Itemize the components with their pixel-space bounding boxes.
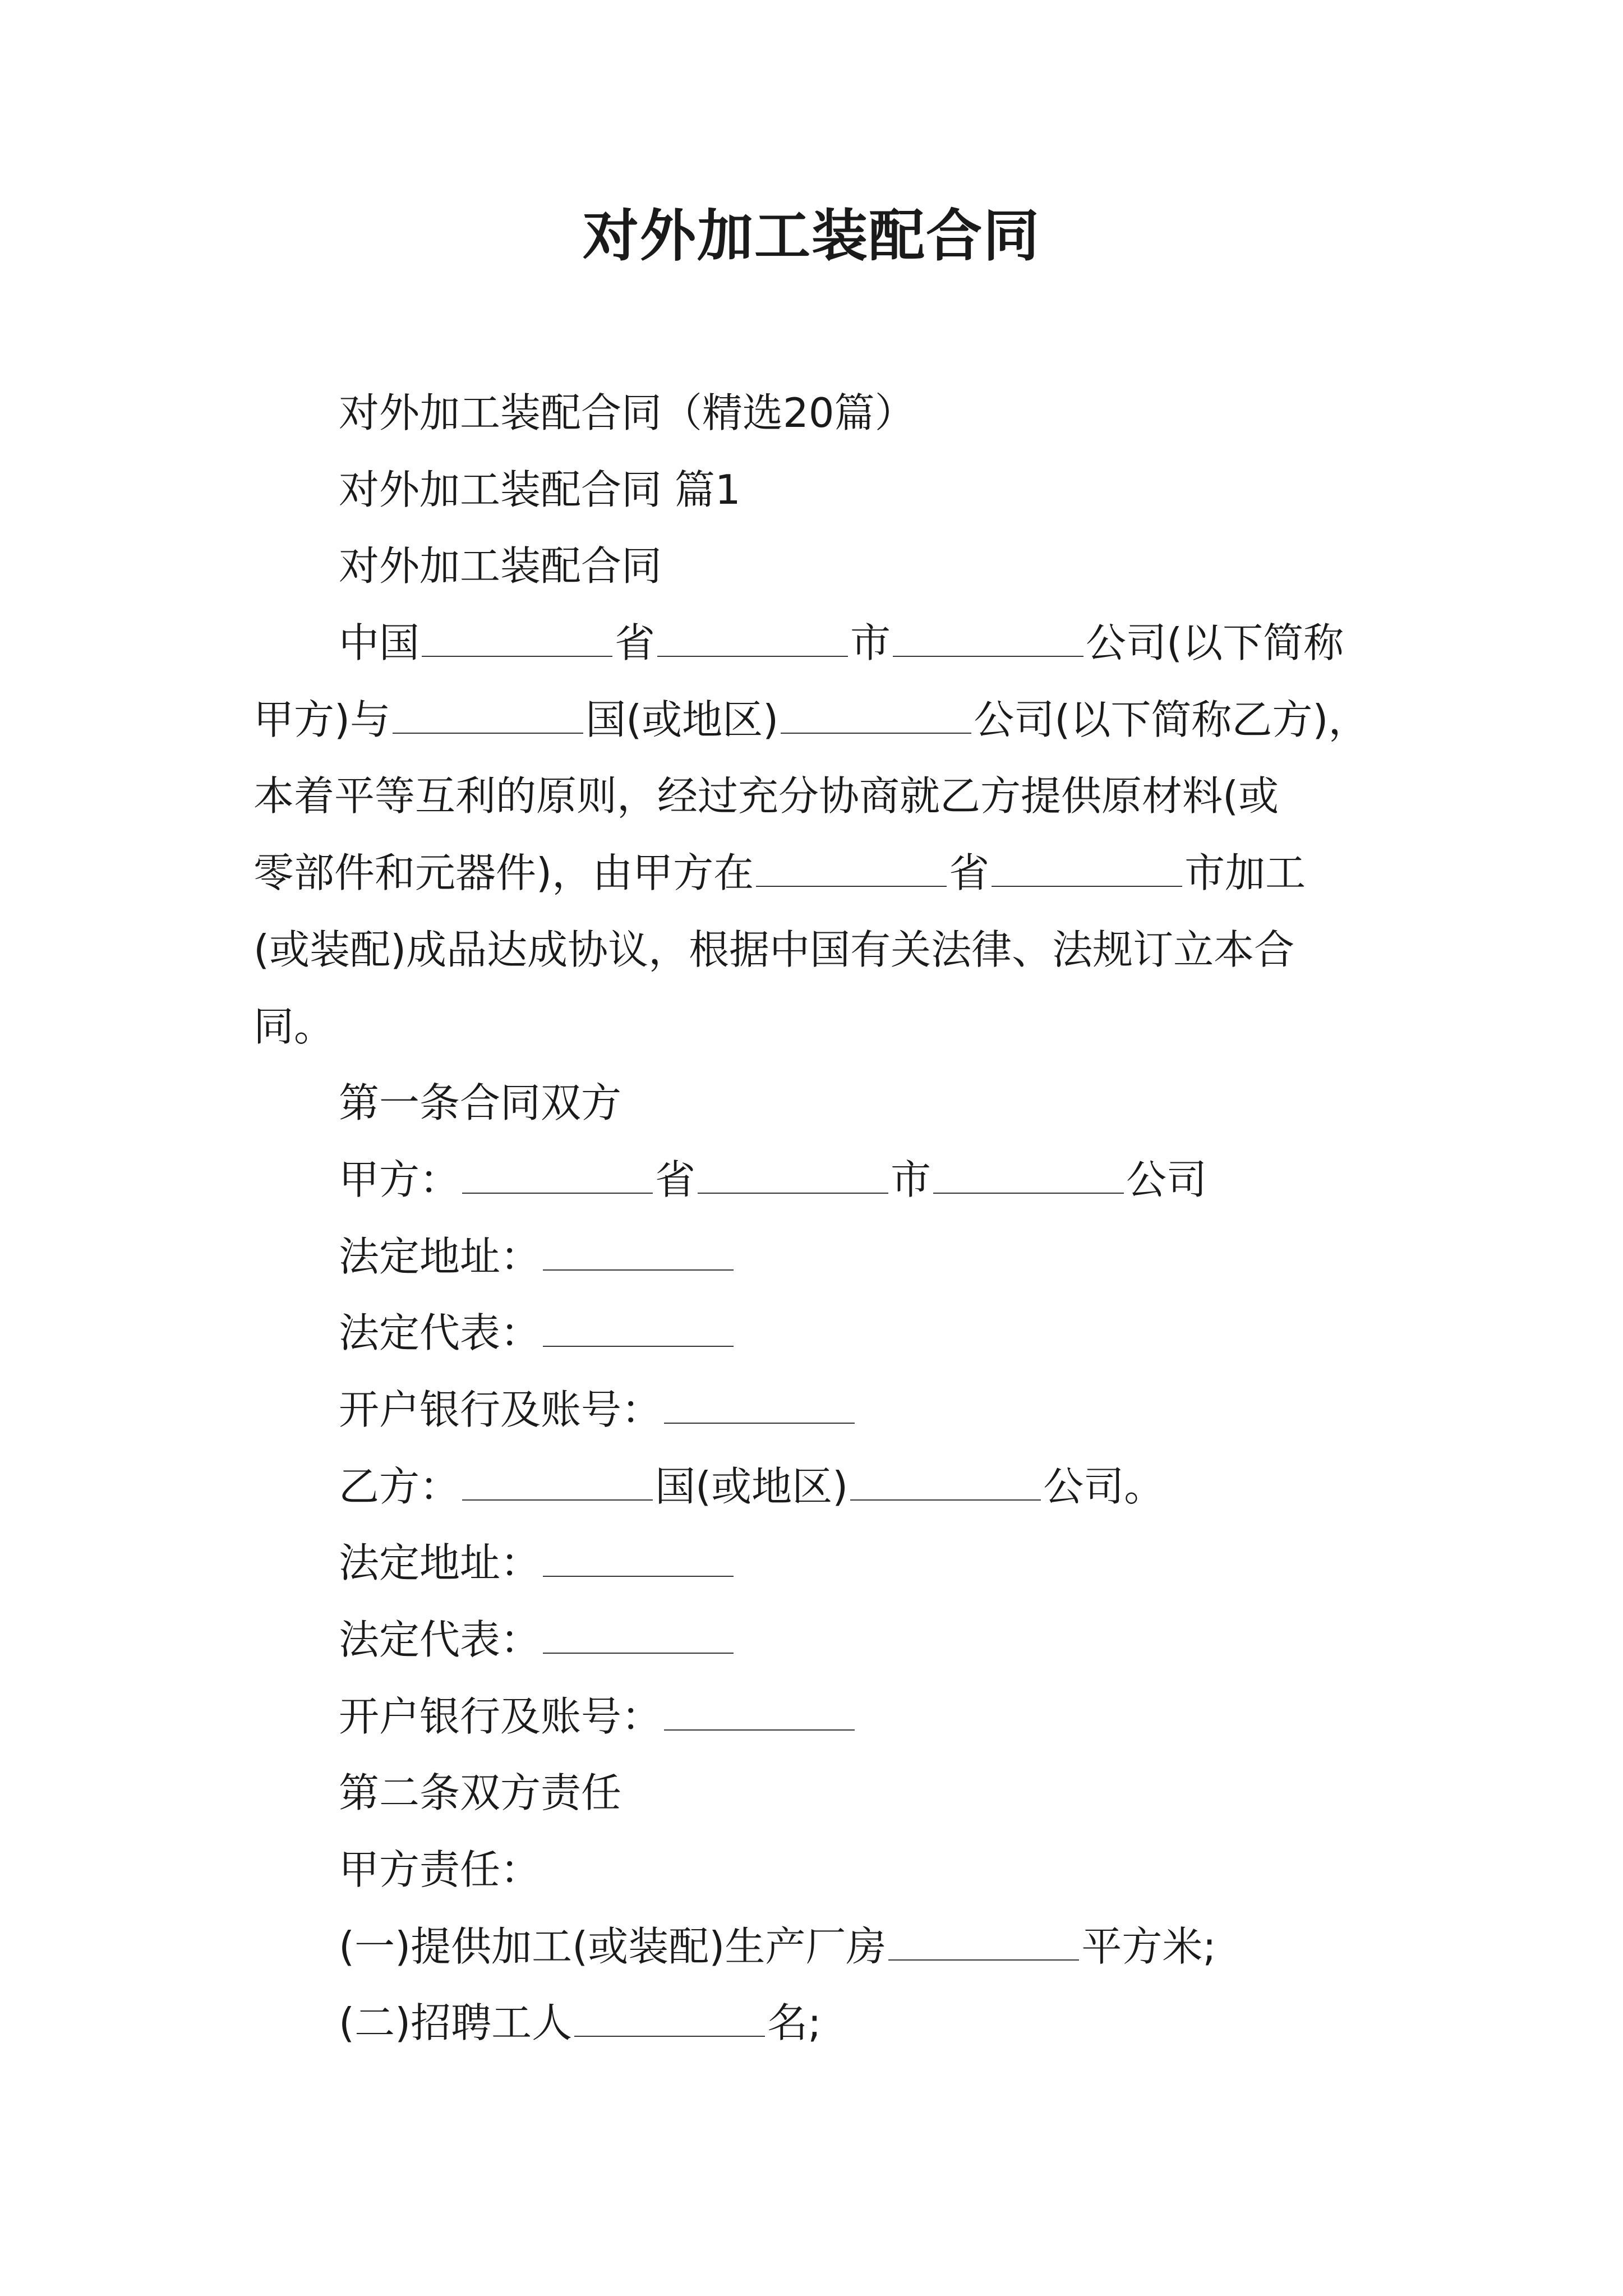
text-segment: 法定地址：	[339, 1539, 541, 1587]
text-segment: 市加工	[1184, 849, 1306, 897]
blank-field	[756, 852, 947, 887]
text-segment: (二)招聘工人	[339, 1999, 573, 2047]
blank-field	[393, 699, 583, 734]
blank-field	[462, 1466, 653, 1501]
blank-field	[543, 1542, 734, 1577]
blank-field	[888, 1926, 1079, 1961]
text-segment: 平方米;	[1081, 1922, 1216, 1970]
blank-field	[543, 1312, 734, 1347]
blank-field	[850, 1466, 1041, 1501]
intro-line-2	[253, 682, 1381, 758]
blank-field	[992, 852, 1182, 887]
text-segment: 市	[850, 619, 891, 667]
article1-heading: 第一条合同双方	[339, 1079, 622, 1127]
subtitle-line: 对外加工装配合同（精选20篇）	[339, 389, 915, 436]
intro-line-1	[253, 605, 1381, 682]
text-segment: 法定代表：	[339, 1616, 541, 1663]
party-a-bank	[253, 1372, 1381, 1448]
text-segment: (一)提供加工(或装配)生产厂房	[339, 1922, 887, 1970]
party-b-bank	[253, 1678, 1381, 1755]
blank-field	[698, 1159, 888, 1194]
text-segment: 国(或地区)	[585, 696, 779, 743]
blank-field	[664, 1389, 855, 1424]
text-segment: 公司。	[1043, 1462, 1165, 1510]
text-segment: 甲方)与	[253, 696, 391, 743]
blank-field	[462, 1159, 653, 1194]
blank-field	[574, 2002, 765, 2037]
blank-field	[543, 1236, 734, 1271]
intro-line-5: (或装配)成品达成协议，根据中国有关法律、法规订立本合	[253, 926, 1295, 973]
blank-field	[781, 699, 971, 734]
blank-field	[422, 622, 612, 657]
text-segment: 中国	[339, 619, 420, 667]
party-a-address	[253, 1218, 1381, 1295]
text-segment: 法定地址：	[339, 1232, 541, 1280]
text-segment: 公司(以下简称乙方)，	[974, 696, 1369, 743]
text-segment: 省	[615, 619, 656, 667]
blank-field	[893, 622, 1083, 657]
blank-field	[657, 622, 848, 657]
text-segment: 甲方：	[339, 1156, 460, 1203]
duty-item-2	[253, 1985, 1381, 2062]
text-segment: 乙方：	[339, 1462, 460, 1510]
duty-item-1	[253, 1908, 1381, 1985]
party-a-line	[253, 1142, 1381, 1218]
text-segment: 名;	[767, 1999, 822, 2047]
intro-line-6: 同。	[253, 1002, 335, 1050]
text-segment: 开户银行及账号：	[339, 1692, 662, 1740]
party-a-representative	[253, 1295, 1381, 1372]
document-body	[253, 375, 1381, 2062]
text-segment: 省	[949, 849, 990, 897]
text-segment: 市	[891, 1156, 932, 1203]
text-segment: 法定代表：	[339, 1309, 541, 1357]
text-segment: 国(或地区)	[655, 1462, 849, 1510]
document-title: 对外加工装配合同	[583, 203, 1040, 269]
text-segment: 公司	[1126, 1156, 1207, 1203]
party-b-representative	[253, 1602, 1381, 1678]
text-segment: 零部件和元器件)，由甲方在	[253, 849, 754, 897]
contract-name: 对外加工装配合同	[339, 542, 662, 590]
text-segment: 公司(以下简称	[1086, 619, 1344, 667]
text-segment: 开户银行及账号：	[339, 1386, 662, 1433]
article2-heading: 第二条双方责任	[339, 1769, 622, 1817]
party-b-address	[253, 1525, 1381, 1602]
intro-line-4	[253, 835, 1381, 912]
blank-field	[933, 1159, 1124, 1194]
blank-field	[664, 1696, 855, 1731]
text-segment: 省	[655, 1156, 696, 1203]
party-a-duty-heading: 甲方责任：	[339, 1846, 541, 1894]
section-heading: 对外加工装配合同 篇1	[339, 466, 741, 513]
party-b-line	[253, 1448, 1381, 1525]
blank-field	[543, 1619, 734, 1654]
intro-line-3: 本着平等互利的原则，经过充分协商就乙方提供原材料(或	[253, 772, 1279, 820]
